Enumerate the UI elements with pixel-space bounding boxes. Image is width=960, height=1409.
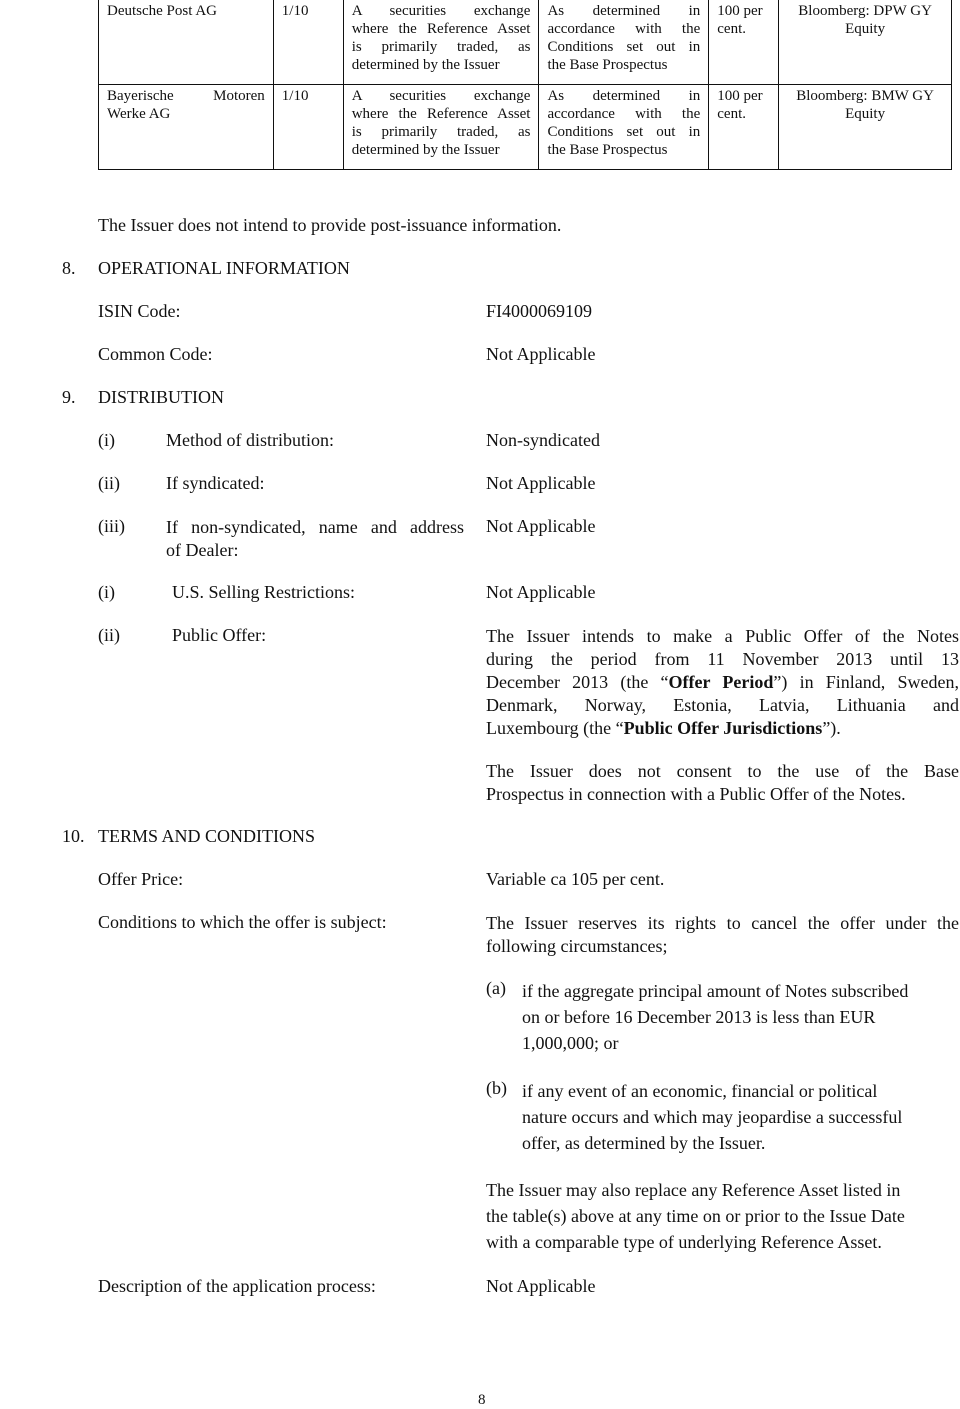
common-code-label: Common Code:: [98, 344, 213, 364]
underlying-cell: Bayerische Motoren Werke AG: [99, 85, 274, 170]
dealer-value: Not Applicable: [486, 516, 596, 536]
post-issuance-statement: The Issuer does not intend to provide post-issuance information.: [98, 215, 562, 235]
section-heading: TERMS AND CONDITIONS: [98, 826, 316, 846]
replace-asset-text: The Issuer may also replace any Reference Asset listed in the table(s) above at any time on or prior to the Issue Date with a comparable type of underlying Reference Asset.: [486, 1180, 905, 1252]
section-number: 9.: [62, 387, 76, 407]
item-number: (iii): [98, 516, 125, 536]
item-number: (ii): [98, 473, 120, 493]
section-heading: OPERATIONAL INFORMATION: [98, 258, 350, 278]
syndicated-label: If syndicated:: [166, 473, 265, 493]
public-offer-label: Public Offer:: [172, 625, 267, 645]
offer-period-line: December 2013 (the “Offer Period”) in Finland, Sweden,: [486, 672, 959, 692]
us-selling-label: U.S. Selling Restrictions:: [172, 582, 356, 602]
table-row: [99, 0, 952, 85]
section-number: 10.: [62, 826, 85, 846]
distribution-method-value: Non-syndicated: [486, 430, 600, 450]
isin-value: FI4000069109: [486, 301, 593, 321]
weight-cell: 1/10: [273, 0, 343, 85]
determination-cell: As determined in accordance with the Conditions set out in the Base Prospectus: [539, 0, 709, 85]
offer-price-label: Offer Price:: [98, 869, 184, 889]
item-number: (i): [98, 430, 115, 450]
syndicated-value: Not Applicable: [486, 473, 596, 493]
condition-a-number: (a): [486, 978, 506, 998]
us-selling-value: Not Applicable: [486, 582, 596, 602]
isin-label: ISIN Code:: [98, 301, 181, 321]
reference-asset-table: [98, 0, 952, 170]
dealer-label: If non-syndicated, name and address of Dealer:: [166, 517, 464, 560]
public-offer-text: The Issuer intends to make a Public Offer of the Notes during the period from 11 November 2013 until 13 December 2013 (the “Offer Period”) in Finland, Sweden, Denmark, Norway, Estonia, Latvia, Lithuania and Luxembourg (the “Public Offer Jurisdictions”).: [486, 626, 959, 738]
percent-cell: 100 per cent.: [709, 0, 779, 85]
table-row: [99, 85, 952, 170]
exchange-cell: A securities exchange where the Reference Asset is primarily traded, as determined by the Issuer: [343, 0, 539, 85]
application-process-label: Description of the application process:: [98, 1276, 376, 1296]
conditions-label: Conditions to which the offer is subject:: [98, 912, 387, 932]
condition-b-text: if any event of an economic, financial or political nature occurs and which may jeopardise a successful offer, as determined by the Issuer.: [522, 1081, 903, 1153]
common-code-value: Not Applicable: [486, 344, 596, 364]
consent-text: The Issuer does not consent to the use of the Base Prospectus in connection with a Public Offer of the Notes.: [486, 761, 959, 804]
conditions-text: The Issuer reserves its rights to cancel the offer under the following circumstances;: [486, 913, 959, 956]
page-number: 8: [478, 1392, 486, 1408]
exchange-cell: A securities exchange where the Reference Asset is primarily traded, as determined by the Issuer: [343, 85, 539, 170]
item-number: (ii): [98, 625, 120, 645]
bloomberg-cell: Bloomberg: DPW GY Equity: [779, 0, 952, 85]
condition-a-text: if the aggregate principal amount of Notes subscribed on or before 16 December 2013 is less than EUR 1,000,000; or: [522, 981, 909, 1053]
section-number: 8.: [62, 258, 76, 278]
section-heading: DISTRIBUTION: [98, 387, 224, 407]
condition-b-number: (b): [486, 1078, 507, 1098]
determination-cell: As determined in accordance with the Conditions set out in the Base Prospectus: [539, 85, 709, 170]
item-number: (i): [98, 582, 115, 602]
distribution-method-label: Method of distribution:: [166, 430, 334, 450]
underlying-cell: Deutsche Post AG: [99, 0, 274, 85]
offer-price-value: Variable ca 105 per cent.: [486, 869, 665, 889]
bloomberg-cell: Bloomberg: BMW GY Equity: [779, 85, 952, 170]
weight-cell: 1/10: [273, 85, 343, 170]
percent-cell: 100 per cent.: [709, 85, 779, 170]
application-process-value: Not Applicable: [486, 1276, 596, 1296]
jurisdictions-line: Luxembourg (the “Public Offer Jurisdictions”).: [486, 718, 841, 738]
